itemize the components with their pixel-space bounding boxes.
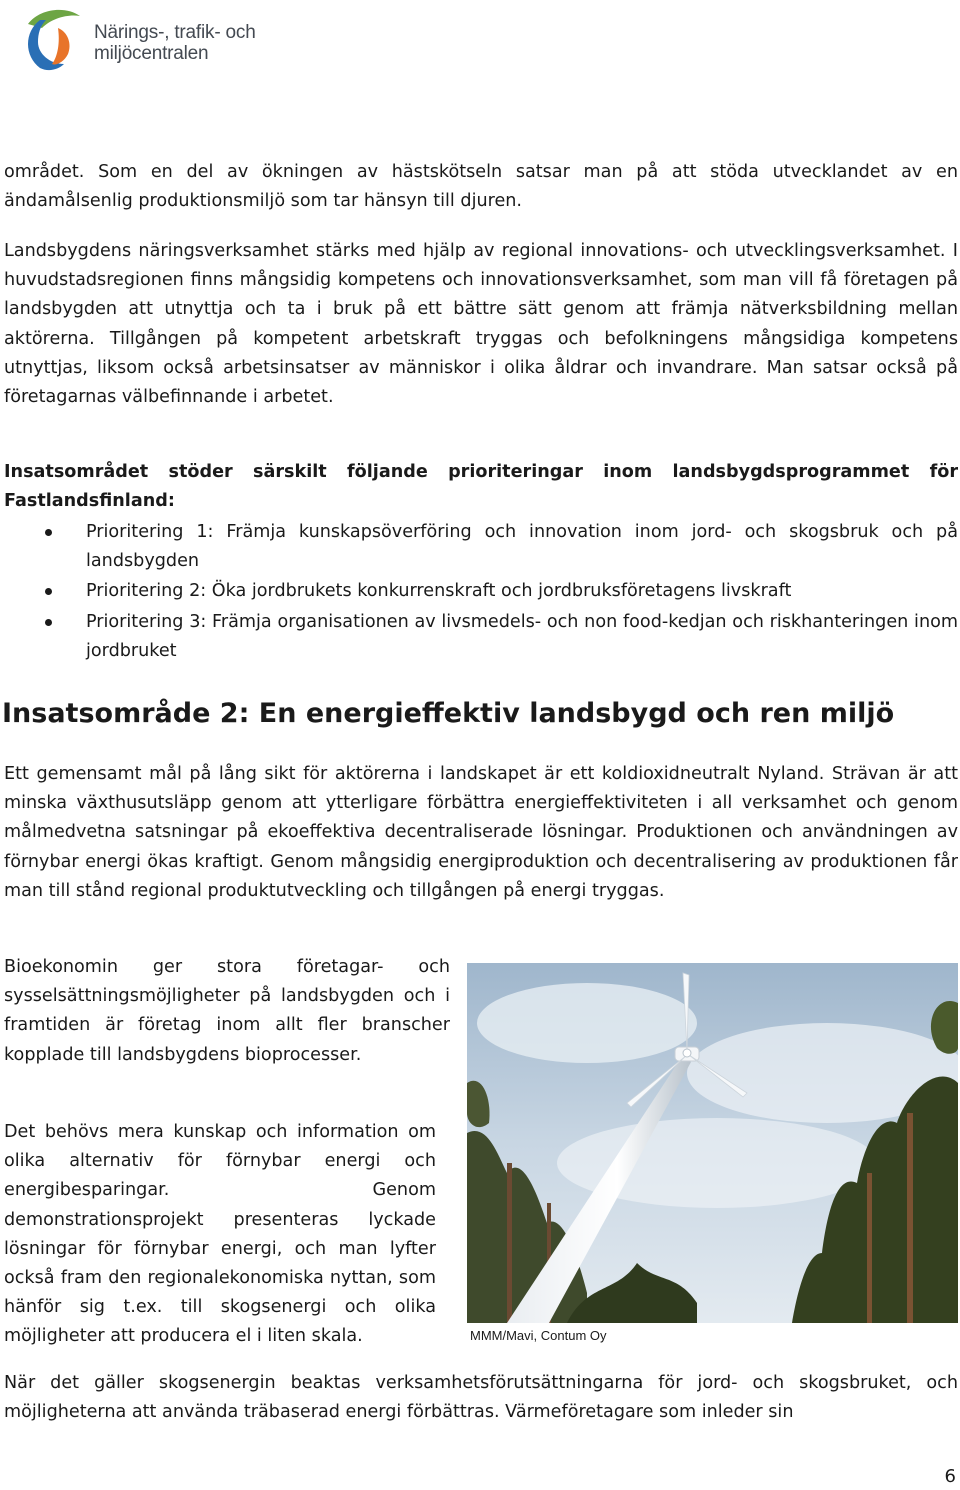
section-heading: Insatsområde 2: En energieffektiv landsbygd och ren miljö — [2, 698, 895, 729]
paragraph-bioeconomy: Bioekonomin ger stora företagar- och sysselsättningsmöjligheter på landsbygden och i framtiden är företag inom allt fler branscher kopplade till landsbygdens bioprocesser. — [4, 957, 450, 1065]
ntm-logo-icon — [18, 6, 88, 72]
list-item — [0, 608, 958, 666]
paragraph-carbon-neutral: Ett gemensamt mål på lång sikt för aktörerna i landskapet är ett koldioxidneutralt Nyland. Strävan är att minska växthusutsläpp genom att ytterligare förbättra energieffektiviteten i all verksamhet och genom målmedvetna satsningar på ekoeffektiva decentraliserade lösningar. Produktionen och användningen av förnybar energi ökas kraftigt. Genom mångsidig energiproduktion och decentralisering av produktionen får man till stånd regional produktutveckling och tillgången på energi tryggas. — [4, 764, 958, 901]
list-item-text: Prioritering 3: Främja organisationen av livsmedels- och non food-kedjan och riskhanteringen inom jordbruket — [86, 611, 958, 661]
photo-caption: MMM/Mavi, Contum Oy — [470, 1328, 607, 1343]
org-name-line-1: Närings-, trafik- och — [94, 22, 256, 43]
list-item-text: Prioritering 2: Öka jordbrukets konkurrenskraft och jordbruksföretagens livskraft — [86, 581, 792, 602]
bullet-dot-icon — [45, 619, 52, 626]
org-name-line-2: miljöcentralen — [94, 43, 209, 64]
list-item — [0, 518, 958, 576]
list-item-text: Prioritering 1: Främja kunskapsöverföring och innovation inom jord- och skogsbruk och på landsbygden — [86, 522, 958, 572]
list-item — [0, 577, 958, 606]
paragraph-renewable-energy: Det behövs mera kunskap och information om olika alternativ för förnybar energi och energibesparingar. Genom demonstrationsprojekt presenteras lyckade lösningar för förnybar energi, och man lyfter också fram den regionalekonomiska nyttan, som hänför sig t.ex. till skogsenergi och olika möjligheter att producera el i liten skala. — [4, 1122, 436, 1347]
wind-turbine-photo — [467, 963, 958, 1323]
paragraph-priorities-intro: Insatsområdet stöder särskilt följande prioriteringar inom landsbygdsprogrammet för Fastlandsfinland: — [4, 462, 958, 512]
paragraph-horse-care: området. Som en del av ökningen av hästskötseln satsar man på att stöda utvecklandet av en ändamålsenlig produktionsmiljö som tar hänsyn till djuren. — [4, 162, 958, 212]
org-logo — [18, 6, 278, 72]
bullet-dot-icon — [45, 529, 52, 536]
paragraph-rural-business: Landsbygdens näringsverksamhet stärks med hjälp av regional innovations- och utvecklingsverksamhet. I huvudstadsregionen finns mångsidig kompetens och innovationsverksamhet, som man vill få företagen på landsbygden att utnyttja och ta i bruk på ett bättre sätt genom att främja nätverksbildning mellan aktörerna. Tillgången på kompetent arbetskraft tryggas och befolkningens mångsidiga kompetens utnyttjas, liksom också arbetsinsatser av människor i olika åldrar och invandrare. Man satsar också på företagarnas välbefinnande i arbetet. — [4, 241, 958, 408]
org-name — [94, 22, 256, 64]
bullet-dot-icon — [45, 588, 52, 595]
priority-list — [0, 518, 958, 667]
page-number: 6 — [944, 1466, 956, 1487]
paragraph-forest-energy: När det gäller skogsenergin beaktas verksamhetsförutsättningarna för jord- och skogsbruket, och möjligheterna att använda träbaserad energi förbättras. Värmeföretagare som inleder sin — [4, 1373, 958, 1423]
